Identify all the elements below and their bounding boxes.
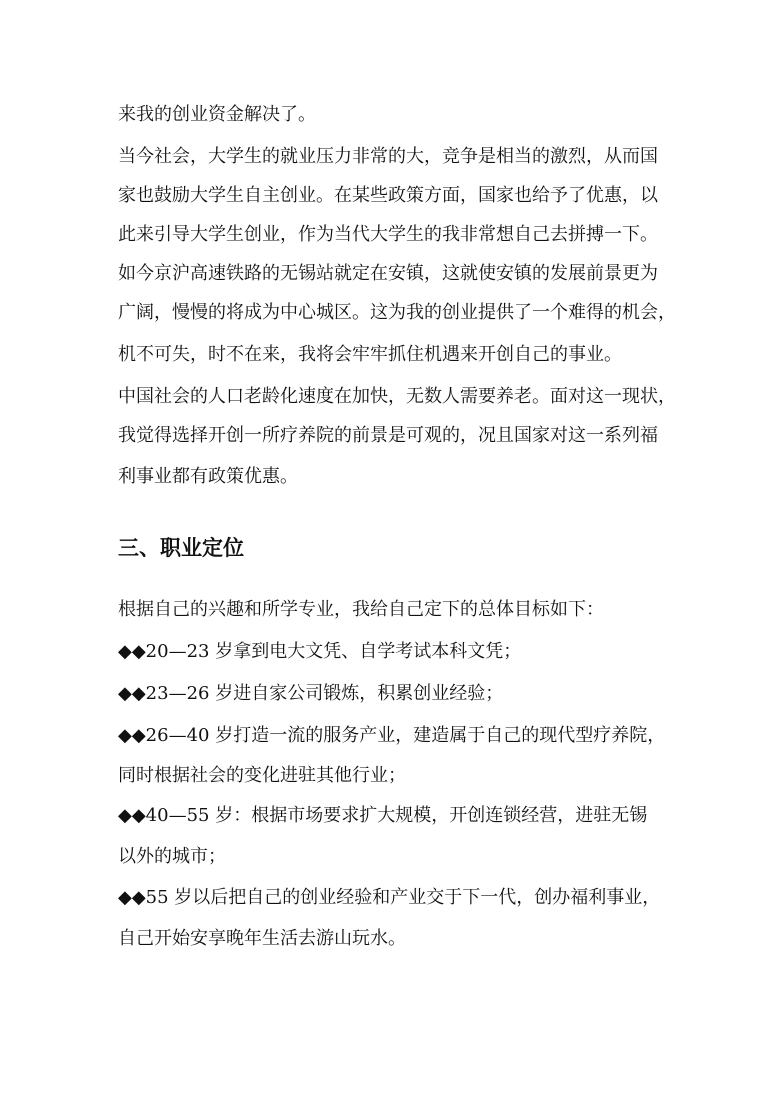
text-line: 家也鼓励大学生自主创业。在某些政策方面，国家也给予了优惠，以	[118, 185, 658, 206]
goal-item-continued: 以外的城市；	[118, 846, 226, 867]
text-line: 此来引导大学生创业，作为当代大学生的我非常想自己去拼搏一下。	[118, 224, 658, 245]
goal-item: ◆◆23—26 岁进自家公司锻炼，积累创业经验；	[118, 683, 504, 704]
text-line: 我觉得选择开创一所疗养院的前景是可观的，况且国家对这一系列福	[118, 425, 658, 446]
intro-line: 根据自己的兴趣和所学专业，我给自己定下的总体目标如下：	[118, 599, 604, 620]
goal-item-continued: 同时根据社会的变化进驻其他行业；	[118, 765, 406, 786]
goal-item: ◆◆40—55 岁：根据市场要求扩大规模，开创连锁经营，进驻无锡	[118, 805, 648, 826]
goal-item-continued: 自己开始安享晚年生活去游山玩水。	[118, 928, 406, 949]
text-line: 中国社会的人口老龄化速度在加快，无数人需要养老。面对这一现状，	[118, 386, 676, 407]
text-line: 广阔，慢慢的将成为中心城区。这为我的创业提供了一个难得的机会，	[118, 302, 676, 323]
goal-item: ◆◆20—23 岁拿到电大文凭、自学考试本科文凭；	[118, 641, 522, 662]
text-line: 当今社会，大学生的就业压力非常的大，竞争是相当的激烈，从而国	[118, 146, 658, 167]
text-line: 利事业都有政策优惠。	[118, 466, 298, 487]
goal-item: ◆◆55 岁以后把自己的创业经验和产业交于下一代，创办福利事业，	[118, 887, 661, 908]
text-line: 机不可失，时不在来，我将会牢牢抓住机遇来开创自己的事业。	[118, 344, 622, 365]
text-line: 如今京沪高速铁路的无锡站就定在安镇，这就使安镇的发展前景更为	[118, 263, 658, 284]
goal-item: ◆◆26—40 岁打造一流的服务产业，建造属于自己的现代型疗养院，	[118, 725, 666, 746]
text-line: 来我的创业资金解决了。	[118, 104, 316, 125]
section-heading: 三、职业定位	[118, 536, 244, 560]
